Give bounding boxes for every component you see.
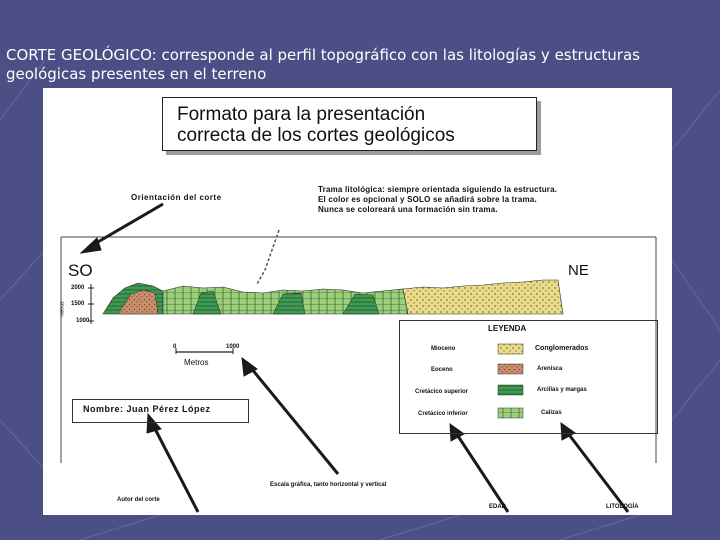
trama-line-1: Trama litológica: siempre orientada siguiendo la estructura.: [318, 185, 558, 194]
author-name: Nombre: Juan Pérez López: [83, 404, 211, 414]
altitude-unit: metros: [59, 301, 66, 317]
trama-line-3: Nunca se coloreará una formación sin trama.: [318, 205, 498, 214]
orientation-label: Orientación del corte: [131, 193, 222, 202]
footer-scale-label: Escala gráfica, tanto horizontal y vertical: [270, 482, 387, 488]
legend-lithology: Conglomerados: [535, 345, 589, 352]
altitude-tick: 2000: [71, 285, 85, 291]
trama-note: [318, 185, 557, 215]
cross-section: [103, 280, 563, 314]
legend-age: Mioceno: [431, 346, 456, 352]
legend-lithology: Arenisca: [537, 366, 563, 372]
direction-so: SO: [68, 261, 93, 280]
legend-age: Cretácico superior: [415, 389, 469, 395]
legend-title: LEYENDA: [488, 324, 527, 333]
trama-line-2: El color es opcional y SOLO se añadirá sobre la trama.: [318, 195, 537, 204]
legend-lithology: Calizas: [541, 410, 562, 416]
footer-age-label: EDAD: [489, 504, 507, 510]
scale-unit: Metros: [184, 358, 209, 367]
altitude-tick: 1500: [71, 301, 85, 307]
altitude-tick: 1000: [76, 318, 90, 324]
footer-author-label: Autor del corte: [117, 497, 160, 503]
slide-caption: CORTE GEOLÓGICO: corresponde al perfil topográfico con las litologías y estructuras geológicas presentes en el terreno: [6, 46, 640, 83]
legend-lithology: Arcillas y margas: [537, 387, 587, 393]
footer-lithology-label: LITOLOGÍA: [606, 504, 639, 510]
direction-ne: NE: [568, 262, 589, 279]
title-box: [162, 97, 537, 151]
title-line-1: Formato para la presentación: [177, 104, 426, 125]
legend-age: Eoceno: [431, 367, 453, 373]
figure-graphics: [43, 88, 672, 515]
legend-age: Cretácico inferior: [418, 411, 468, 417]
scale-start: 0: [173, 344, 177, 350]
geologic-section-figure: [43, 88, 672, 515]
title-line-2: correcta de los cortes geológicos: [177, 125, 455, 146]
scale-end: 1000: [226, 344, 240, 350]
